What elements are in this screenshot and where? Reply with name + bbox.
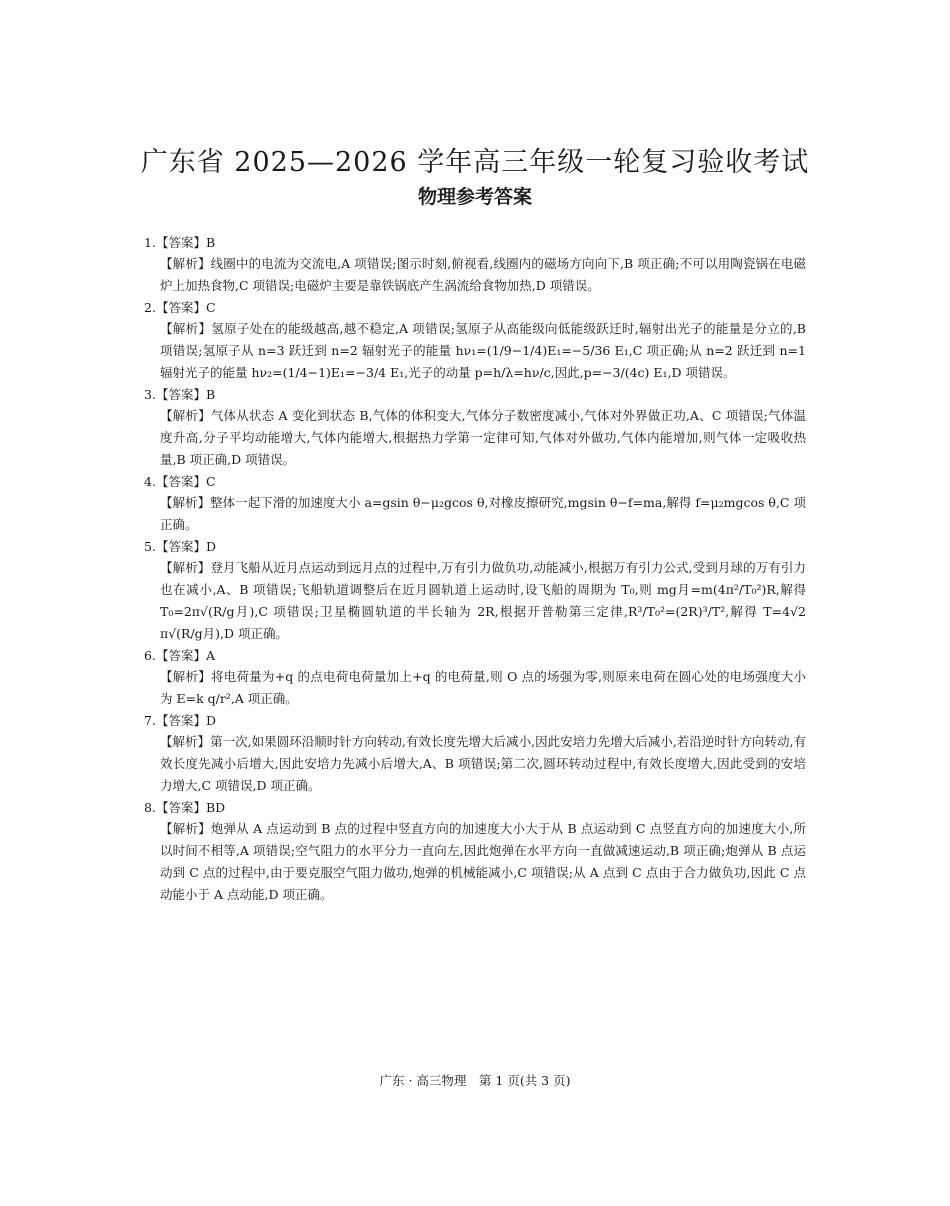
analysis-label: 【解析】 <box>160 256 211 271</box>
answer-label: 【答案】 <box>155 648 206 663</box>
answer-label: 【答案】 <box>155 713 206 728</box>
analysis-text: 将电荷量为+q 的点电荷电荷量加上+q 的电荷量,则 O 点的场强为零,则原来电荷在圆心处的电场强度大小为 E=k q/r²,A 项正确。 <box>160 669 806 706</box>
analysis-text: 登月飞船从近月点运动到远月点的过程中,万有引力做负功,动能减小,根据万有引力公式,受到月球的万有引力也在减小,A、B 项错误;飞船轨道调整后在近月圆轨道上运动时,设飞船的周期为 T₀,则 mg月=m(4π²/T₀²)R,解得 T₀=2π√(R/g月),C 项错误;卫星椭圆轨道的半长轴为 2R,根据开普勒第三定律,R³/T₀²=(2R)³/T²,解得 T=4√2 π√(R/g月),D 项正确。 <box>160 560 806 641</box>
analysis-paragraph <box>144 666 806 710</box>
analysis-text: 线圈中的电流为交流电,A 项错误;图示时刻,俯视看,线圈内的磁场方向向下,B 项正确;不可以用陶瓷锅在电磁炉上加热食物,C 项错误;电磁炉主要是靠铁锅底产生涡流给食物加热,D 项错误。 <box>160 256 806 293</box>
answer-label: 【答案】 <box>155 539 206 554</box>
page-title: 广东省 2025—2026 学年高三年级一轮复习验收考试 <box>140 147 810 178</box>
analysis-label: 【解析】 <box>160 821 211 836</box>
analysis-label: 【解析】 <box>160 495 211 510</box>
answer-label: 【答案】 <box>155 474 206 489</box>
question-block-2 <box>144 297 806 384</box>
question-block-1 <box>144 232 806 297</box>
analysis-paragraph <box>144 731 806 797</box>
answer-line <box>144 297 806 318</box>
answer-value: BD <box>205 800 226 815</box>
analysis-paragraph <box>144 557 806 645</box>
analysis-text: 氢原子处在的能级越高,越不稳定,A 项错误;氢原子从高能级向低能级跃迁时,辐射出光子的能量是分立的,B 项错误;氢原子从 n=3 跃迁到 n=2 辐射光子的能量 hν₁=(1/9−1/4)E₁=−5/36 E₁,C 项正确;从 n=2 跃迁到 n=1 辐射光子的能量 hν₂=(1/4−1)E₁=−3/4 E₁,光子的动量 p=h/λ=hν/c,因此,p=−3/(4c) E₁,D 项错误。 <box>160 321 806 380</box>
answer-label: 【答案】 <box>155 235 206 250</box>
answer-value: D <box>205 539 216 554</box>
question-number: 6. <box>144 648 156 663</box>
answer-value: C <box>205 300 216 315</box>
question-number: 7. <box>144 713 156 728</box>
analysis-text: 炮弹从 A 点运动到 B 点的过程中竖直方向的加速度大小大于从 B 点运动到 C 点竖直方向的加速度大小,所以时间不相等,A 项错误;空气阻力的水平分力一直向左,因此炮弹在水平方向一直做减速运动,B 项正确;炮弹从 B 点运动到 C 点的过程中,由于要克服空气阻力做功,炮弹的机械能减小,C 项错误;从 A 点到 C 点由于合力做负功,因此 C 点动能小于 A 点动能,D 项正确。 <box>160 821 806 902</box>
answer-line <box>144 384 806 405</box>
question-block-8 <box>144 797 806 906</box>
answer-value: A <box>205 648 215 663</box>
question-number: 3. <box>144 387 156 402</box>
analysis-text: 整体一起下滑的加速度大小 a=gsin θ−μ₂gcos θ,对橡皮擦研究,mgsin θ−f=ma,解得 f=μ₂mgcos θ,C 项正确。 <box>160 495 806 532</box>
answer-line <box>144 710 806 731</box>
analysis-label: 【解析】 <box>160 408 211 423</box>
question-block-3 <box>144 384 806 471</box>
question-block-5 <box>144 536 806 645</box>
analysis-paragraph <box>144 318 806 384</box>
page-subtitle: 物理参考答案 <box>417 186 532 208</box>
answer-line <box>144 797 806 818</box>
answer-line <box>144 645 806 666</box>
analysis-paragraph <box>144 405 806 471</box>
analysis-text: 第一次,如果圆环沿顺时针方向转动,有效长度先增大后减小,因此安培力先增大后减小,若沿逆时针方向转动,有效长度先减小后增大,因此安培力先减小后增大,A、B 项错误;第二次,圆环转动过程中,有效长度增大,因此受到的安培力增大,C 项错误,D 项正确。 <box>160 734 806 793</box>
question-number: 1. <box>144 235 156 250</box>
answer-value: B <box>205 235 216 250</box>
page-footer: 广东 · 高三物理 第 1 页(共 3 页) <box>379 1073 571 1088</box>
answer-label: 【答案】 <box>155 300 206 315</box>
question-number: 5. <box>144 539 156 554</box>
answer-value: C <box>205 474 216 489</box>
analysis-label: 【解析】 <box>160 734 211 749</box>
analysis-label: 【解析】 <box>160 669 211 684</box>
answer-value: D <box>205 713 216 728</box>
analysis-text: 气体从状态 A 变化到状态 B,气体的体积变大,气体分子数密度减小,气体对外界做正功,A、C 项错误;气体温度升高,分子平均动能增大,气体内能增大,根据热力学第一定律可知,气体对外做功,气体内能增加,则气体一定吸收热量,B 项正确,D 项错误。 <box>160 408 806 467</box>
answer-line <box>144 471 806 492</box>
answer-line <box>144 232 806 253</box>
question-number: 2. <box>144 300 156 315</box>
answer-line <box>144 536 806 557</box>
question-number: 8. <box>144 800 156 815</box>
answer-value: B <box>205 387 216 402</box>
question-number: 4. <box>144 474 156 489</box>
analysis-paragraph <box>144 253 806 297</box>
analysis-paragraph <box>144 492 806 536</box>
question-block-6 <box>144 645 806 710</box>
answer-label: 【答案】 <box>155 387 206 402</box>
answer-label: 【答案】 <box>155 800 206 815</box>
analysis-paragraph <box>144 818 806 906</box>
analysis-label: 【解析】 <box>160 560 211 575</box>
question-block-4 <box>144 471 806 536</box>
question-block-7 <box>144 710 806 797</box>
analysis-label: 【解析】 <box>160 321 212 336</box>
answers-list <box>144 232 806 906</box>
